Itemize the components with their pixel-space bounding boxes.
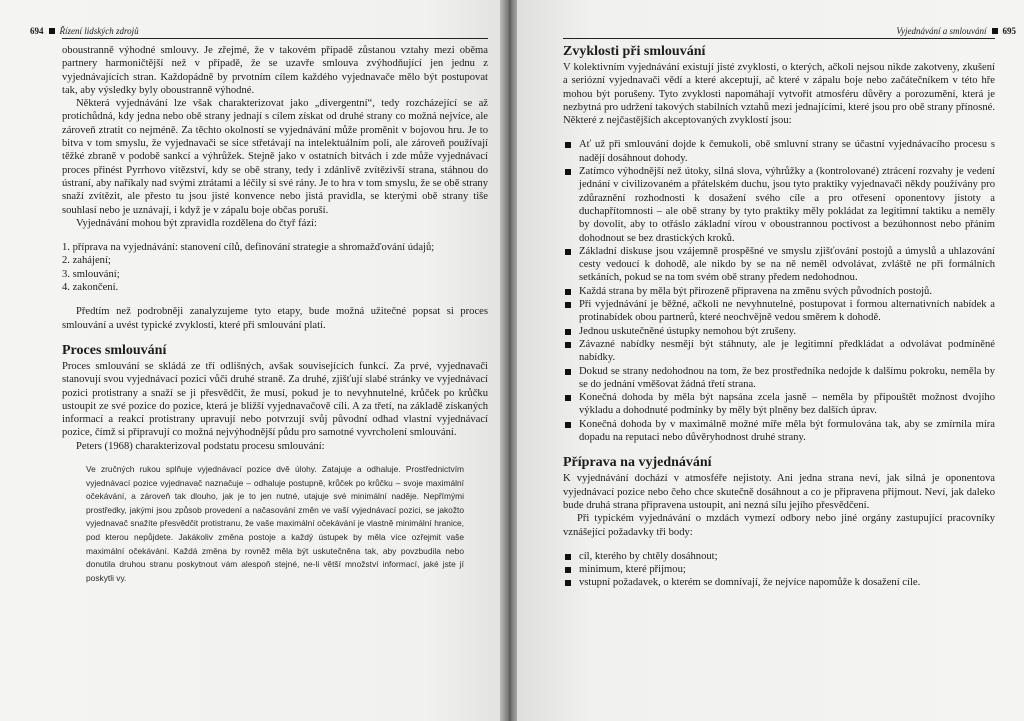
list-item: 2. zahájení; [62, 255, 111, 267]
spacer [62, 230, 488, 241]
list-item: Zatímco výhodnější než útoky, silná slova, výhrůžky a (kontrolované) ztrácení rozvahy je vedení jednání v civilizovaném a přátelském duchu, jsou tyto praktiky vyjednavači někdy používány pro zdůraznění rozhodnosti k dosažení svého cíle a pro otřesení oponentovy jistoty a duchapřítomnosti – ale obě strany by tyto praktiky měly pokládat za legitimní taktiku a neměly by dovolit, aby to otřáslo základní vírou v oboustrannou poctivost a bezúhonnost nebo přáním dohodnout se bez drastických kroků. [563, 165, 995, 245]
list-item: 3. smlouvání; [62, 268, 120, 280]
spacer [563, 127, 995, 138]
spacer [62, 294, 488, 305]
right-running-head-title: Vyjednávání a smlouvání [896, 26, 987, 36]
list-item: 4. zakončení. [62, 282, 119, 294]
paragraph: Některá vyjednávání lze však charakterizovat jako „divergentní“, tedy rozcházející se až protichůdná, kdy jedna nebo obě strany jednají s cílem získat od druhé strany co možná nejvíce, ale zároveň ztratit co nejméně. Za těchto okolností se vyjednávání může proměnit v bojovou hru. Je to bitva v tom smyslu, že vyjednavači se sice střetávají na intelektuálním poli, ale zároveň používají těžké zbraně v podobě sankcí a výhrůžek. Stejně jako v ostatních bitvách i zde může vyjednávací proces přinést Pyrrhovo vítězství, kdy se obě strany, tedy i zdánlivě zvítězivší strana, stáhnou do ústraní, aby naříkaly nad svými ztrátami a léčily si své rány. Je to hra v tom smyslu, že se obě strany snaží zvítězit, ale přesto tu jsou jisté konvence nebo jistá pravidla, se kterými obě strany tiše souhlasí nebo je uznávají, i když je v zápalu boje občas poruší. [62, 98, 488, 216]
right-running-head [896, 26, 1016, 36]
list-item: Základní diskuse jsou vzájemně prospěšné ve smyslu zjišťování postojů a úmyslů a uhlazování cesty vedoucí k dohodě, ale nikdo by se na ně neměl odvolávat, zvláště ne při formálních setkáních, pokud se na tom svém obě strany předem nedohodnou. [563, 245, 995, 285]
list-item: Dokud se strany nedohodnou na tom, že bez prostředníka nedojde k dalšímu pokroku, neměla by se do jednání vměšovat žádná třetí strana. [563, 365, 995, 392]
right-page [517, 0, 1024, 721]
left-running-head-title: Řízení lidských zdrojů [59, 26, 139, 36]
list-item: vstupní požadavek, o kterém se domnívají, že nejvíce napomůže k dosažení cíle. [563, 576, 995, 589]
spacer [563, 444, 995, 455]
list-item: Konečná dohoda by v maximálně možné míře měla být formulována tak, aby se zmírnila míra dopadu na reputaci nebo důvěryhodnost druhé strany. [563, 418, 995, 445]
paragraph: Peters (1968) charakterizoval podstatu procesu smlouvání: [76, 440, 325, 452]
paragraph: K vyjednávání dochází v atmosféře nejistoty. Ani jedna strana neví, jak silná je oponentova vyjednávací pozice nebo čeho chce skutečně dosáhnout a co je připravena přijmout. Neví, jak daleko bude druhá strana připravena ustoupit, ani nezná sílu jejího přesvědčení. [563, 473, 995, 511]
left-running-head [30, 26, 139, 36]
list-item: minimum, které přijmou; [563, 563, 995, 576]
left-header-rule [62, 38, 488, 39]
list-item: Konečná dohoda by měla být napsána zcela jasně – neměla by připouštět možnost dvojího výkladu a dohodnuté podmínky by měly být plněny bez dalších úprav. [563, 391, 995, 418]
spacer [563, 539, 995, 550]
paragraph: Vyjednávání mohou být zpravidla rozdělena do čtyř fází: [76, 217, 317, 229]
left-page [0, 0, 503, 721]
paragraph: Předtím než podrobněji zanalyzujeme tyto etapy, bude možná užitečné popsat si proces smlouvání a uvést typické zvyklosti, které při smlouvání platí. [62, 306, 488, 331]
phase-list [62, 241, 488, 294]
paragraph: V kolektivním vyjednávání existují jisté zvyklosti, o kterých, ačkoli nejsou nikde zakotveny, zkušení a seriózní vyjednavači vědí a které akceptují, ač které v zápalu boje nebo začátečníkem v této hře mohou být porušeny. Tyto zvyklosti napomáhají vytvořit atmosféru důvěry a porozumění, která je nezbytná pro udržení takových stabilních vztahů mezi jednajícími, které jsou pro obě strany přínosné. Některé z nejčastějších akceptovaných zvyklostí jsou: [563, 62, 995, 127]
list-item: Ať už při smlouvání dojde k čemukoli, obě smluvní strany se účastní vyjednávacího procesu s nadějí dosáhnout dohody. [563, 138, 995, 165]
prep-points-list [563, 550, 995, 590]
square-bullet-icon [992, 28, 998, 34]
right-header-rule [563, 38, 995, 39]
right-page-number: 695 [1002, 26, 1016, 36]
section-heading: Příprava na vyjednávání [563, 455, 712, 471]
list-item: Každá strana by měla být přirozeně připravena na změnu svých původních postojů. [563, 285, 995, 298]
square-bullet-icon [49, 28, 55, 34]
paragraph: Při typickém vyjednávání o mzdách vymezí odbory nebo jiné orgány zastupující pracovníky vznášející požadavky tři body: [563, 513, 995, 538]
section-heading: Proces smlouvání [62, 342, 167, 358]
list-item: Jednou uskutečněné ústupky nemohou být zrušeny. [563, 325, 995, 338]
paragraph: Proces smlouvání se skládá ze tří odlišných, avšak souvisejících funkcí. Za prvé, vyjednavači stanovují svou vyjednávací pozici vůči druhé straně. Za druhé, zjišťují slabé stránky ve vyjednávací pozici protistrany a snaží se ji přesvědčit, že musí, pokud je to nevyhnutelné, krůček po krůčku ustoupit ze své pozice do pozice, která je bližší vyjednavačově cíli. A za třetí, na základě získaných informací a reakcí protistrany upravují nebo potvrzují svůj původní odhad vlastní vyjednávací pozice, čímž si připravují co možná nejvýhodnější půdu pro samotné vyvrcholení smlouvání. [62, 360, 488, 439]
list-item: cíl, kterého by chtěly dosáhnout; [563, 550, 995, 563]
list-item: Při vyjednávání je běžné, ačkoli ne nevyhnutelné, postupovat i formou alternativních nabídek a protinabídek obou partnerů, které neochvějně vedou směrem k dohodě. [563, 298, 995, 325]
list-item: 1. příprava na vyjednávání: stanovení cílů, definování strategie a shromažďování údajů; [62, 242, 435, 254]
left-page-number: 694 [30, 26, 44, 36]
conventions-list [563, 138, 995, 444]
list-item: Závazné nabídky nesmějí být stáhnuty, ale je legitimní předkládat a odvolávat podmíněné nabídky. [563, 338, 995, 365]
section-heading: Zvyklosti při smlouvání [563, 44, 706, 59]
paragraph: oboustranně výhodné smlouvy. Je zřejmé, že v takovém případě zůstanou vztahy mezi oběma partnery harmoničtější než v případě, že se uzavře smlouva zvýhodňující jen jednu z vyjednávajících stran. Každopádně by prvotním cílem každého vyjednavače mělo být postupovat tak, aby výsledky byly oboustranně výhodné. [62, 45, 488, 96]
block-quote: Ve zručných rukou splňuje vyjednávací pozice dvě úlohy. Zatajuje a odhaluje. Prostřednictvím vyjednávací pozice vyjednavač naznačuje – odhaluje postupně, krůček po krůčku – svoje maximální očekávání, a zároveň tak dlouho, jak je to jen nutné, utajuje své minimální naděje. Nepřímými prostředky, jakými jsou způsob provedení a načasování změn ve vaší vyjednávací pozici, se jakožto vyjednavač snažíte přesvědčit protistranu, že vaše maximální očekávání je vlastně minimální hranice, pod kterou nepůjdete. Jakákoliv změna postoje a každý ústupek by měla více ozřejmit vaše maximální očekávání. Každá změna by rovněž měla být uskutečněna tak, aby povzbudila nebo donutila druhou stranu poskytnout vám alespoň stejné, ne-li větší množství informací, jaké jste jí poskytli vy. [86, 464, 464, 583]
left-text-column [62, 44, 488, 585]
right-text-column [563, 44, 995, 590]
spacer [62, 332, 488, 343]
